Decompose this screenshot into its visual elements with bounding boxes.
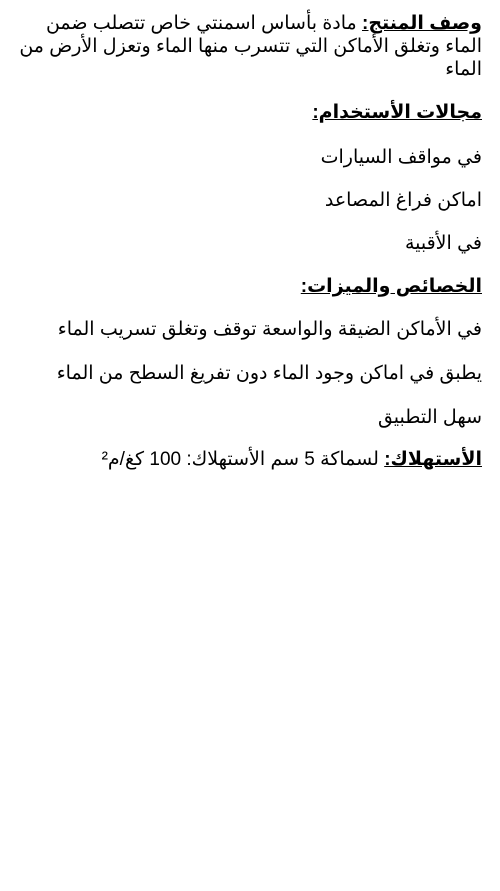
- uses-item: في الأقبية: [404, 233, 482, 254]
- uses-heading: مجالات الأستخدام:: [312, 102, 482, 123]
- features-item: سهل التطبيق: [377, 407, 482, 428]
- description-label: وصف المنتج:: [362, 13, 482, 34]
- uses-item: اماكن فراغ المصاعد: [324, 190, 482, 211]
- description-text: مادة بأساس اسمنتي خاص تتصلب ضمن الماء وتغلق الأماكن التي تتسرب منها الماء وتعزل الأرض من الماء: [19, 13, 482, 80]
- consumption-line: [16, 448, 482, 471]
- consumption-label: الأستهلاك:: [384, 449, 482, 470]
- features-heading: الخصائص والميزات:: [300, 276, 482, 297]
- features-item: في الأماكن الضيقة والواسعة توقف وتغلق تسريب الماء: [57, 319, 482, 340]
- product-description: [16, 12, 482, 81]
- features-item: يطبق في اماكن وجود الماء دون تفريغ السطح من الماء: [56, 363, 482, 384]
- product-document: [16, 12, 482, 471]
- uses-item: في مواقف السيارات: [320, 147, 482, 168]
- consumption-text: لسماكة 5 سم الأستهلاك: 100 كغ/م²: [101, 449, 385, 470]
